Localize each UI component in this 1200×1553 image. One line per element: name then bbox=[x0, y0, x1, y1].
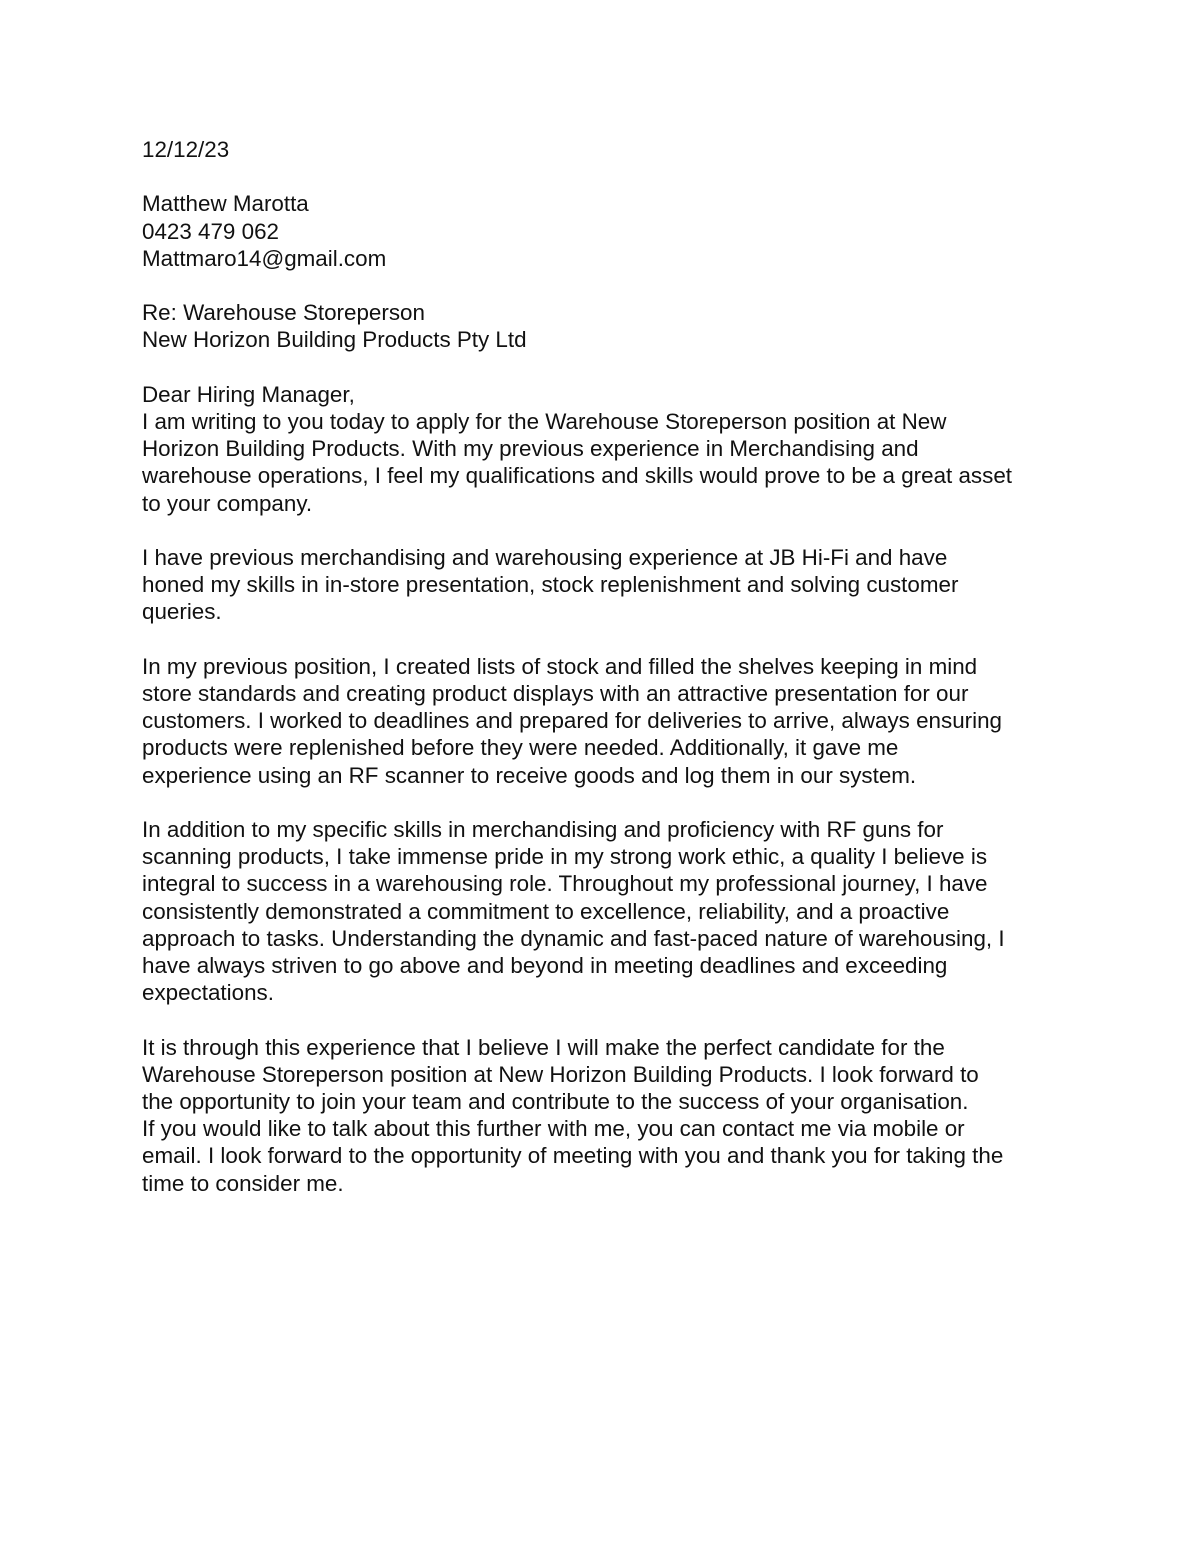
paragraph-line: email. I look forward to the opportunity of meeting with you and thank you for taking the bbox=[142, 1143, 1004, 1169]
paragraph-line: integral to success in a warehousing role. Throughout my professional journey, I have bbox=[142, 871, 988, 897]
re-position: Re: Warehouse Storeperson bbox=[142, 300, 425, 326]
paragraph-1 bbox=[142, 408, 1062, 517]
salutation: Dear Hiring Manager, bbox=[142, 381, 355, 407]
sender-phone: 0423 479 062 bbox=[142, 218, 279, 244]
paragraph-2 bbox=[142, 544, 1062, 626]
paragraph-line: I am writing to you today to apply for the Warehouse Storeperson position at New bbox=[142, 408, 947, 434]
paragraph-4 bbox=[142, 816, 1062, 1006]
re-block bbox=[142, 299, 1062, 353]
paragraph-line: time to consider me. bbox=[142, 1170, 344, 1196]
spacer bbox=[142, 626, 1062, 653]
paragraph-line: Horizon Building Products. With my previous experience in Merchandising and bbox=[142, 436, 919, 462]
paragraph-line: consistently demonstrated a commitment to excellence, reliability, and a proactive bbox=[142, 898, 950, 924]
paragraph-line: to your company. bbox=[142, 490, 313, 516]
paragraph-line: If you would like to talk about this further with me, you can contact me via mobile or bbox=[142, 1116, 965, 1142]
spacer bbox=[142, 163, 1062, 190]
spacer bbox=[142, 354, 1062, 381]
paragraph-line: expectations. bbox=[142, 980, 274, 1006]
paragraph-line: products were replenished before they were needed. Additionally, it gave me bbox=[142, 735, 899, 761]
paragraph-line: In addition to my specific skills in merchandising and proficiency with RF guns for bbox=[142, 816, 944, 842]
paragraph-line: customers. I worked to deadlines and prepared for deliveries to arrive, always ensuring bbox=[142, 708, 1002, 734]
paragraph-line: queries. bbox=[142, 599, 222, 625]
paragraph-line: approach to tasks. Understanding the dynamic and fast-paced nature of warehousing, I bbox=[142, 925, 1005, 951]
letter-date: 12/12/23 bbox=[142, 137, 230, 162]
paragraph-line: In my previous position, I created lists of stock and filled the shelves keeping in mind bbox=[142, 653, 978, 679]
paragraph-line: scanning products, I take immense pride in my strong work ethic, a quality I believe is bbox=[142, 844, 988, 870]
paragraph-5 bbox=[142, 1034, 1062, 1197]
sender-name: Matthew Marotta bbox=[142, 191, 309, 217]
paragraph-line: experience using an RF scanner to receive goods and log them in our system. bbox=[142, 762, 917, 788]
paragraph-line: It is through this experience that I believe I will make the perfect candidate for the bbox=[142, 1034, 945, 1060]
paragraph-line: honed my skills in in-store presentation, stock replenishment and solving customer bbox=[142, 572, 959, 598]
paragraph-line: store standards and creating product displays with an attractive presentation for our bbox=[142, 680, 969, 706]
paragraph-line: warehouse operations, I feel my qualifications and skills would prove to be a great asset bbox=[142, 463, 1012, 489]
spacer bbox=[142, 1006, 1062, 1033]
spacer bbox=[142, 272, 1062, 299]
letter-body bbox=[142, 136, 1062, 1197]
sender-email: Mattmaro14@gmail.com bbox=[142, 245, 387, 271]
paragraph-3 bbox=[142, 653, 1062, 789]
spacer bbox=[142, 517, 1062, 544]
sender-block bbox=[142, 190, 1062, 272]
paragraph-line: the opportunity to join your team and contribute to the success of your organisation. bbox=[142, 1089, 969, 1114]
paragraph-line: Warehouse Storeperson position at New Horizon Building Products. I look forward to bbox=[142, 1061, 979, 1087]
re-company: New Horizon Building Products Pty Ltd bbox=[142, 327, 527, 353]
paragraph-line: I have previous merchandising and warehousing experience at JB Hi-Fi and have bbox=[142, 544, 948, 570]
paragraph-line: have always striven to go above and beyond in meeting deadlines and exceeding bbox=[142, 953, 948, 978]
spacer bbox=[142, 789, 1062, 816]
